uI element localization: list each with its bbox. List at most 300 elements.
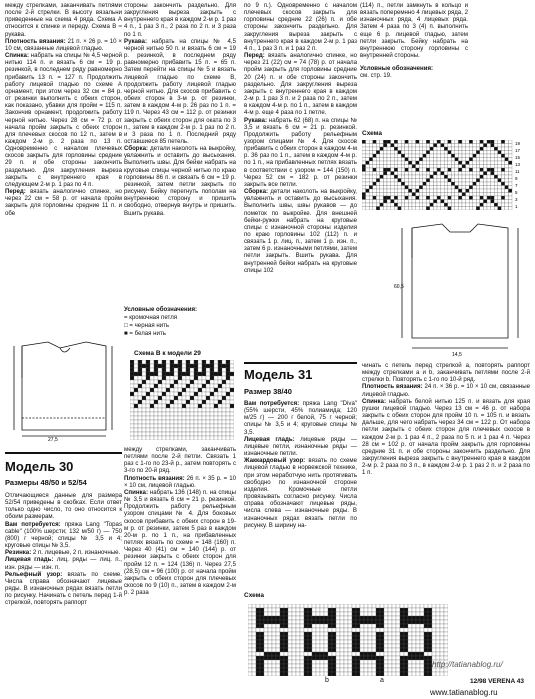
grid-cell [476, 154, 480, 158]
grid-cell [134, 392, 138, 396]
grid-cell [401, 144, 405, 148]
grid-cell [332, 612, 336, 616]
grid-cell [412, 672, 416, 676]
grid-cell [320, 616, 324, 620]
grid-cell [260, 652, 264, 656]
grid-cell [400, 644, 404, 648]
grid-cell [430, 196, 434, 200]
grid-cell [380, 182, 384, 186]
grid-cell [348, 664, 352, 668]
grid-cell [134, 420, 138, 424]
grid-cell [398, 154, 402, 158]
grid-cell [416, 648, 420, 652]
grid-cell [480, 196, 484, 200]
grid-cell [348, 628, 352, 632]
grid-cell [248, 628, 252, 632]
grid-cell [332, 620, 336, 624]
grid-cell [376, 652, 380, 656]
grid-cell [419, 189, 423, 193]
grid-cell [288, 636, 292, 640]
grid-cell [491, 175, 495, 179]
grid-cell [344, 640, 348, 644]
grid-cell [416, 636, 420, 640]
grid-cell [401, 147, 405, 151]
grid-cell [284, 644, 288, 648]
grid-cell [483, 196, 487, 200]
grid-cell [276, 660, 280, 664]
grid-cell [356, 672, 360, 676]
grid-cell [372, 628, 376, 632]
grid-cell [388, 616, 392, 620]
grid-cell [340, 612, 344, 616]
grid-cell [130, 392, 134, 396]
grid-cell [400, 632, 404, 636]
grid-cell [487, 182, 491, 186]
grid-cell [376, 196, 380, 200]
grid-cell [308, 648, 312, 652]
grid-cell [296, 672, 300, 676]
grid-cell [451, 189, 455, 193]
grid-cell [494, 161, 498, 165]
grid-cell [473, 147, 477, 151]
grid-cell [170, 360, 174, 364]
grid-cell [419, 158, 423, 162]
grid-cell [383, 189, 387, 193]
grid-cell [260, 660, 264, 664]
grid-cell [150, 424, 154, 428]
grid-cell [408, 616, 412, 620]
grid-cell [364, 660, 368, 664]
grid-cell [380, 144, 384, 148]
grid-cell [487, 168, 491, 172]
grid-cell [501, 144, 505, 148]
grid-cell [387, 168, 391, 172]
grid-cell [420, 672, 424, 676]
grid-cell [340, 648, 344, 652]
grid-cell [210, 432, 214, 436]
grid-cell [356, 644, 360, 648]
grid-cell [444, 624, 448, 628]
grid-cell [419, 172, 423, 176]
grid-cell [458, 207, 462, 211]
grid-cell [304, 656, 308, 660]
grid-cell [372, 624, 376, 628]
grid-cell [369, 193, 373, 197]
grid-cell [376, 668, 380, 672]
grid-cell [392, 672, 396, 676]
grid-cell [373, 154, 377, 158]
grid-cell [360, 628, 364, 632]
grid-cell [194, 384, 198, 388]
grid-cell [186, 408, 190, 412]
grid-cell [380, 161, 384, 165]
grid-cell [146, 420, 150, 424]
grid-cell [423, 151, 427, 155]
grid-cell [437, 207, 441, 211]
grid-cell [292, 632, 296, 636]
grid-cell [380, 207, 384, 211]
grid-cell [432, 644, 436, 648]
grid-cell [134, 376, 138, 380]
grid-cell [134, 372, 138, 376]
grid-cell [392, 664, 396, 668]
grid-cell [300, 664, 304, 668]
grid-cell [226, 404, 230, 408]
grid-cell [491, 172, 495, 176]
grid-cell [190, 420, 194, 424]
grid-cell [372, 636, 376, 640]
grid-cell [134, 432, 138, 436]
grid-cell [469, 207, 473, 211]
grid-cell [408, 644, 412, 648]
text-block: между стрелками, заканчивать петлями после 2-й петли. Связать 1 раз с 1-го по 23-й р., затем повторять с 3-го по 20-й ряд. [124, 446, 236, 475]
grid-cell [401, 168, 405, 172]
grid-cell [405, 172, 409, 176]
grid-cell [448, 175, 452, 179]
grid-cell [190, 372, 194, 376]
legend-title: Условные обозначения: [124, 306, 198, 313]
grid-cell [362, 168, 366, 172]
grid-cell [308, 628, 312, 632]
grid-cell [508, 175, 512, 179]
grid-cell [426, 172, 430, 176]
grid-cell [498, 175, 502, 179]
grid-cell [405, 189, 409, 193]
grid-cell [458, 179, 462, 183]
grid-cell [366, 182, 370, 186]
grid-cell [436, 612, 440, 616]
grid-cell [444, 636, 448, 640]
grid-cell [444, 140, 448, 144]
grid-cell [444, 186, 448, 190]
grid-cell [368, 648, 372, 652]
grid-cell [424, 640, 428, 644]
grid-cell [130, 408, 134, 412]
grid-cell [373, 158, 377, 162]
grid-cell [292, 624, 296, 628]
grid-cell [174, 428, 178, 432]
grid-cell [412, 616, 416, 620]
grid-cell [352, 604, 356, 608]
grid-cell [328, 636, 332, 640]
grid-cell [444, 158, 448, 162]
grid-cell [455, 165, 459, 169]
grid-cell [448, 161, 452, 165]
grid-cell [444, 207, 448, 211]
grid-cell [260, 612, 264, 616]
grid-cell [404, 620, 408, 624]
grid-cell [412, 193, 416, 197]
grid-cell [394, 207, 398, 211]
grid-cell [352, 644, 356, 648]
grid-cell [312, 672, 316, 676]
grid-cell [312, 644, 316, 648]
grid-cell [198, 376, 202, 380]
grid-cell [214, 408, 218, 412]
grid-cell [394, 196, 398, 200]
grid-cell [206, 360, 210, 364]
grid-cell [340, 608, 344, 612]
grid-cell [396, 668, 400, 672]
grid-cell [130, 412, 134, 416]
grid-cell [476, 175, 480, 179]
grid-cell [222, 364, 226, 368]
grid-cell [387, 193, 391, 197]
grid-cell [190, 360, 194, 364]
grid-cell [252, 644, 256, 648]
grid-cell [398, 140, 402, 144]
grid-cell [344, 648, 348, 652]
grid-cell [440, 644, 444, 648]
grid-cell [272, 624, 276, 628]
grid-cell [230, 384, 234, 388]
grid-cell [150, 428, 154, 432]
grid-cell [437, 193, 441, 197]
grid-cell [264, 644, 268, 648]
grid-cell [198, 420, 202, 424]
grid-cell [441, 151, 445, 155]
text-block: стороны закончить раздельно. Для закругления выреза закрыть с внутреннего края в каждом 2-м р. 1 раз 4 п., 1 раз 3 п., 2 раза по 2 п. и 3 раза по 1 п. [124, 2, 236, 38]
grid-cell [252, 660, 256, 664]
grid-cell [280, 648, 284, 652]
grid-cell [426, 189, 430, 193]
grid-cell [230, 400, 234, 404]
grid-cell [138, 380, 142, 384]
grid-cell [436, 640, 440, 644]
grid-cell [178, 436, 182, 440]
grid-cell [466, 182, 470, 186]
grid-cell [376, 151, 380, 155]
grid-cell [356, 608, 360, 612]
grid-cell [458, 175, 462, 179]
grid-cell [373, 200, 377, 204]
grid-cell [376, 189, 380, 193]
grid-cell [505, 203, 509, 207]
grid-cell [441, 158, 445, 162]
grid-cell [441, 200, 445, 204]
grid-cell [451, 168, 455, 172]
grid-cell [356, 612, 360, 616]
grid-cell [400, 656, 404, 660]
grid-cell [206, 436, 210, 440]
grid-cell [336, 632, 340, 636]
grid-cell [487, 172, 491, 176]
grid-cell [501, 193, 505, 197]
grid-cell [166, 376, 170, 380]
grid-cell [505, 165, 509, 169]
grid-cell [316, 632, 320, 636]
grid-cell [166, 372, 170, 376]
grid-cell [426, 158, 430, 162]
grid-cell [383, 161, 387, 165]
grid-cell [458, 140, 462, 144]
grid-cell [408, 628, 412, 632]
grid-cell [405, 186, 409, 190]
grid-cell [376, 147, 380, 151]
grid-cell [316, 668, 320, 672]
grid-cell [170, 416, 174, 420]
grid-cell [462, 161, 466, 165]
grid-cell [423, 189, 427, 193]
grid-cell [483, 175, 487, 179]
grid-cell [491, 179, 495, 183]
grid-cell [404, 604, 408, 608]
bold-label: Вам потребуется: [244, 400, 300, 407]
grid-cell [142, 432, 146, 436]
grid-cell [248, 616, 252, 620]
grid-cell [272, 668, 276, 672]
grid-cell [448, 172, 452, 176]
grid-cell [256, 660, 260, 664]
grid-cell [394, 144, 398, 148]
grid-cell [280, 652, 284, 656]
grid-cell [264, 612, 268, 616]
grid-cell [276, 652, 280, 656]
grid-cell [202, 408, 206, 412]
grid-cell [130, 372, 134, 376]
grid-cell [174, 424, 178, 428]
grid-cell [394, 165, 398, 169]
grid-cell [469, 189, 473, 193]
model-30-sizes: Размеры 48/50 и 52/54 [5, 478, 87, 487]
grid-cell [430, 175, 434, 179]
grid-cell [376, 193, 380, 197]
grid-cell [373, 193, 377, 197]
grid-cell [412, 656, 416, 660]
grid-cell [416, 200, 420, 204]
grid-cell [170, 408, 174, 412]
grid-cell [174, 416, 178, 420]
grid-cell [494, 196, 498, 200]
grid-cell [154, 400, 158, 404]
grid-cell [466, 151, 470, 155]
grid-cell [362, 186, 366, 190]
grid-cell [494, 151, 498, 155]
grid-cell [392, 608, 396, 612]
grid-cell [408, 140, 412, 144]
grid-cell [308, 620, 312, 624]
grid-cell [304, 624, 308, 628]
grid-cell [170, 372, 174, 376]
grid-cell [362, 158, 366, 162]
grid-cell [412, 161, 416, 165]
grid-cell [469, 158, 473, 162]
grid-cell [441, 168, 445, 172]
grid-cell [138, 392, 142, 396]
column-2: стороны закончить раздельно. Для закругления выреза закрыть с внутреннего края в каждом 2-м р. 1 раз 4 п., 1 раз 3 п., 2 раза по 2 п. и 3 раза по 1 п. Рукава: набрать на спицы № 4,5 черной нитью 50 п. и вязать 6 см = 19 р. резинкой, в последнем ряду равномерно прибавить 15 п. = 65 п. Затем перейти на спицы № 5 и вязать лицевой гладью по схеме В, продолжить работу лицевой гладью черной нитью. Для скосов прибавить с обеих сторон в 3-м р. от резинки, затем в каждом 4-м р. 26 раз по 1 п. = 119 п. Через 43 см = 112 р. от резинки закрыть с обеих сторон для окатa по 3 п., затем в каждом 2-м р. 1 раз по 2 п. и 3 раза по 1 п. Последний ряду оставшиеся 85 петель. Сборка: детали наколоть на выкройку, увлажнить и оставить до высыхания. Выполнить швы. Для бейки набрать на круговые спицы черной нитью по краю горловины 86 п. и связать 6 см = 19 р. резинкой, затем петли закрыть по рисунку. Бейку перегнуть пополам на внутреннюю сторону и пришить свободно, отвернув внутрь и пришить. Вшить рукава. [124, 2, 236, 217]
grid-cell [150, 420, 154, 424]
grid-cell [296, 636, 300, 640]
grid-cell [360, 624, 364, 628]
grid-cell [436, 620, 440, 624]
grid-cell [437, 168, 441, 172]
grid-cell [505, 200, 509, 204]
grid-cell [441, 165, 445, 169]
grid-cell [214, 360, 218, 364]
grid-cell [508, 203, 512, 207]
grid-cell [494, 140, 498, 144]
grid-cell [404, 612, 408, 616]
grid-cell [420, 640, 424, 644]
grid-cell [416, 196, 420, 200]
grid-cell [202, 368, 206, 372]
bold-label: Плотность вязания: [124, 474, 185, 482]
grid-cell [426, 200, 430, 204]
grid-cell [437, 203, 441, 207]
grid-cell [428, 628, 432, 632]
grid-cell [166, 384, 170, 388]
grid-cell [398, 186, 402, 190]
grid-cell [473, 203, 477, 207]
grid-cell [214, 412, 218, 416]
grid-cell [419, 175, 423, 179]
grid-cell [256, 620, 260, 624]
grid-cell [194, 372, 198, 376]
grid-cell [194, 428, 198, 432]
grid-cell [324, 648, 328, 652]
grid-cell [276, 644, 280, 648]
grid-cell [416, 668, 420, 672]
text-block: Отличающиеся данные для размера 52/54 приведены в скобках. Если ответ только одно число, то оно относится к обоим размерам. [5, 492, 122, 521]
grid-cell [256, 668, 260, 672]
grid-cell [214, 388, 218, 392]
grid-cell [198, 372, 202, 376]
grid-cell [491, 196, 495, 200]
grid-cell [428, 636, 432, 640]
grid-cell [466, 203, 470, 207]
grid-cell [480, 151, 484, 155]
grid-cell [344, 616, 348, 620]
grid-cell [416, 640, 420, 644]
grid-cell [383, 203, 387, 207]
grid-cell [292, 644, 296, 648]
grid-cell [178, 376, 182, 380]
grid-cell [174, 364, 178, 368]
grid-cell [428, 612, 432, 616]
grid-cell [348, 652, 352, 656]
grid-cell [494, 168, 498, 172]
grid-cell [444, 203, 448, 207]
grid-cell [458, 189, 462, 193]
grid-cell [150, 364, 154, 368]
grid-cell [158, 384, 162, 388]
grid-cell [146, 396, 150, 400]
grid-cell [356, 620, 360, 624]
grid-cell [376, 172, 380, 176]
grid-cell [408, 652, 412, 656]
grid-cell [316, 644, 320, 648]
grid-cell [433, 158, 437, 162]
grid-cell [401, 158, 405, 162]
grid-cell [451, 154, 455, 158]
grid-cell [380, 158, 384, 162]
grid-cell [476, 203, 480, 207]
grid-cell [202, 388, 206, 392]
grid-cell [404, 660, 408, 664]
grid-cell [194, 408, 198, 412]
grid-cell [373, 189, 377, 193]
grid-cell [387, 186, 391, 190]
grid-cell [222, 428, 226, 432]
grid-cell [376, 154, 380, 158]
grid-cell [328, 608, 332, 612]
grid-cell [394, 189, 398, 193]
grid-cell [436, 604, 440, 608]
grid-cell [483, 186, 487, 190]
grid-cell [487, 140, 491, 144]
grid-cell [288, 616, 292, 620]
grid-cell [284, 660, 288, 664]
